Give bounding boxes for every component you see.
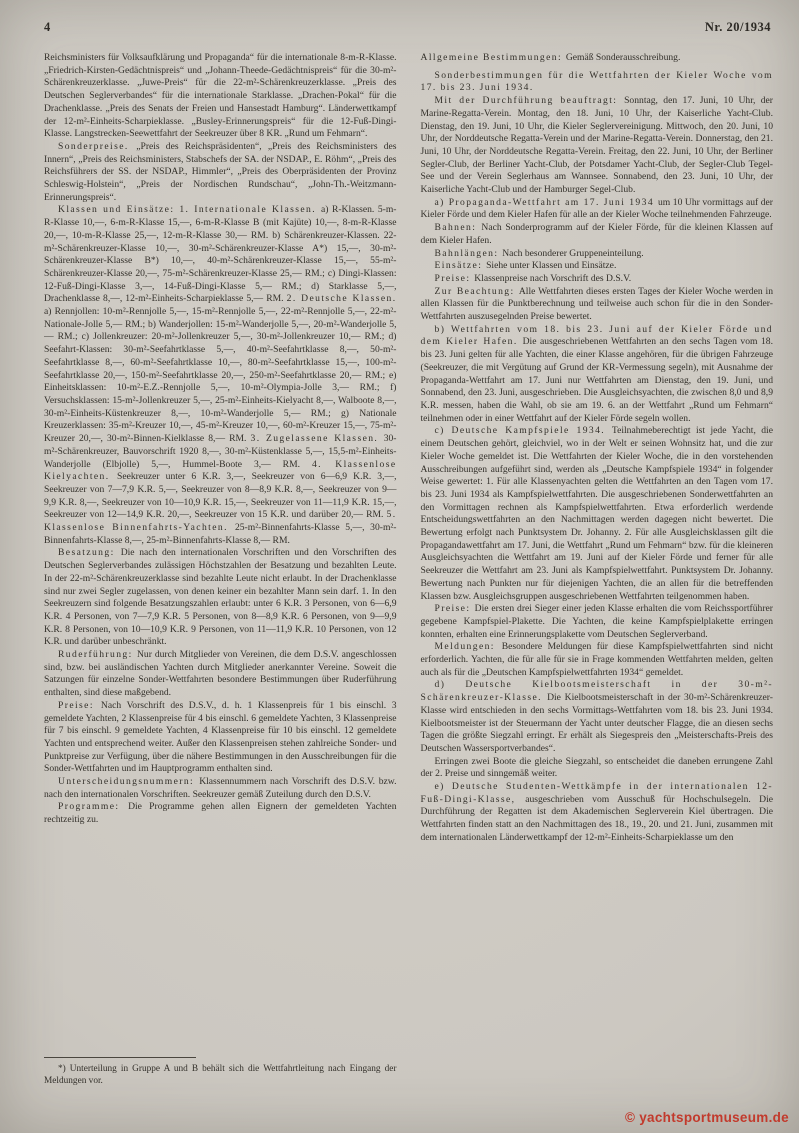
paragraph [421, 603, 774, 641]
paragraph [44, 776, 397, 801]
emphasized-text: b) Wettfahrten vom 18. bis 23. Juni auf der Kieler Förde und dem Kieler Hafen. [420, 323, 773, 348]
emphasized-text: Programme: [58, 801, 129, 813]
body-text: Alle Wettfahrten dieses ersten Tages der Kieler Woche werden in allen Klassen für die Punktberechnung und teilweise auch schon für die in den Sonder-Wettfahrten auszusegelnden Preise bewertet. [420, 285, 773, 323]
body-text: Die Programme gehen allen Eignern der gemeldeten Yachten rechtzeitig zu. [44, 801, 397, 826]
watermark-credit: © yachtsportmuseum.de [624, 1110, 789, 1125]
body-text: 25-m²-Binnenfahrts-Klasse 5,—, 30-m²-Binnenfahrts-Klasse 8,—, 25-m²-Binnenfahrts-Klasse 8,— RM. [44, 522, 397, 546]
body-text: Die ersten drei Sieger einer jeden Klasse erhalten die vom Reichssportführer gegebene Kampfspiel-Plakette. Die Yachten, die keine Kampfspielplakette erringen konnten, erhalten eine Erinnerungsplakette vom Deutschen Seglerverband. [420, 603, 773, 640]
body-text: Nach besonderer Gruppeneinteilung. [502, 247, 644, 259]
footnote [44, 1057, 397, 1087]
paragraph [44, 204, 397, 547]
paragraph [421, 197, 774, 222]
emphasized-text: c) Deutsche Kampfspiele 1934. [434, 425, 612, 437]
emphasized-text: Bahnlängen: [434, 247, 503, 259]
paragraph [44, 1063, 397, 1087]
paragraph [421, 286, 774, 324]
emphasized-text: Klassen und Einsätze: [58, 204, 180, 216]
paragraph [44, 649, 397, 700]
emphasized-text: Mit der Durchführung beauftragt: [434, 95, 625, 107]
paragraph [421, 273, 774, 286]
body-text: Siehe unter Klassen und Einsätze. [486, 260, 617, 272]
footnote-text [44, 1063, 397, 1087]
body-text: a) Rennjollen: 10-m²-Rennjolle 5,—, 15-m²-Rennjolle 5,—, 22-m²-Rennjolle 5,—, 22-m²-Nationale-Jolle 5,— RM.; b) Wanderjollen: 15-m²-Wanderjolle 5,—, 20-m²-Wanderjolle 5,— RM.; c) Jollenkreuzer: 20-m²-Jollenkreuzer 5,—, 30-m²-Jollenkreuzer 10,— RM.; d) Seefahrt-Klassen: 30-m²-Seefahrtklasse 5,—, 40-m²-Seefahrtklasse 8,—, 50-m²-Seefahrtklasse 8,—, 60-m²-Seefahrtklasse 10,—, 80-m²-Seefahrtklasse 15,—, 100-m²-Seefahrtklasse 20,—, 150-m²-Seefahrtklasse 20,—, 250-m²-Seefahrtklasse 20,— RM.; e) Einheitsklassen: 10-m²-E.Z.-Rennjolle 5,—, 10-m²-Olympia-Jolle 3,— RM.; f) Versuchsklassen: 15-m²-Jollenkreuzer 5,—, 25-m²-Einheits-Kielyacht 8,—, Walboote 8,—, 30-m²-Einheits-Küstenkreuzer 8,—, 10-m²-Wanderjolle 5,— RM.; g) Nationale Kreuzerklassen: 35-m²-Kreuzer 10,—, 45-m²-Kreuzer 10,—, 60-m²-Kreuzer 15,—, 75-m²-Kreuzer 20,—, 30-m²-Binnen-Kielklasse 8,— RM. [44, 306, 397, 445]
body-text: Die nach den internationalen Vorschriften und den Vorschriften des Deutschen Seglerverbandes zulässigen Höchstzahlen der Besatzung und bezahlten Leute. In der 22-m²-Schärenkreuzerklasse sind bezahlte Leute nicht erlaubt. In der Drachenklasse sind nur zwei Segler zugelassen, von denen keiner ein bezahlter Mann sein darf. 1. In den Seekreuzern sind folgende Besatzungszahlen erlaubt: unter 6 K.R. 3 Personen, von 6—6,9 K.R. 4 Personen, von 7—7,9 K.R. 5 Personen, von 8—8,9 K.R. 6 Personen, von 9—9,9 K.R. 8 Personen, von 10—10,9 K.R. 9 Personen, von 11—11,9 K.R. 10 Personen, von 12 K.R. und darüber unbeschränkt. [44, 547, 397, 648]
paragraph [421, 781, 774, 845]
body-text: Reichsministers für Volksaufklärung und Propaganda“ für die internationale 8-m-R-Klasse. „Friedrich-Kirsten-Gedächtnispreis“ und „Johann-Theede-Gedächtnispreis“ für die 30-m²-Schärenkreuzerklasse. „Juwe-Preis“ für die 22-m²-Schärenkreuzerklasse. „Preis des Deutschen Seglerverbandes“ für die internationale Starklasse. „Drachen-Pokal“ für die Drachenklasse. „Preis des Senats der Freien und Hansestadt Hamburg“. Länderwettkampf der 12-m²-Einheits-Scharpieklasse. „Busley-Erinnerungspreis“ für die 12-Fuß-Dingi-Klasse. Langstrecken-Seewettfahrt der Seekreuzer über 8 KR. „Rund um Fehmarn“. [44, 52, 397, 140]
body-text: „Preis des Reichspräsidenten“, „Preis des Reichsministers des Innern“, „Preis des Reichsministers, Stabschefs der SA. der NSDAP., E. Röhm“, „Preis des Reichsführers der SS. der NSDAP., Himmler“, „Preis des Oberpräsidenten der Provinz Schleswig-Holstein“, „Preis der Nordischen Rundschau“, „John-Th.-Weitzmann-Erinnerungspreis“. [44, 140, 397, 203]
issue-number: Nr. 20/1934 [704, 20, 771, 34]
body-text: Nur durch Mitglieder von Vereinen, die dem D.S.V. angeschlossen sind, bzw. bei ausländischen Yachten durch Mitglieder anerkannter Vereine. Soweit die Satzungen für einzelne Sonder-Wettfahrten besondere Bestimmungen über Ruderführung enthalten, sind diese maßgebend. [44, 649, 397, 699]
left-column [44, 52, 397, 1093]
body-text: Erringen zwei Boote die gleiche Siegzahl, so entscheidet die daneben errungene Zahl der 2. Preise und sinngemäß weiter. [420, 755, 773, 780]
emphasized-text: Einsätze: [434, 260, 487, 272]
body-text: Sonntag, den 17. Juni, 10 Uhr, der Marine-Regatta-Verein. Montag, den 18. Juni, 10 Uhr, der Kaiserliche Yacht-Club. Dienstag, den 19. Juni, 10 Uhr, die Kieler Seglervereinigung. Mittwoch, den 20. Juni, 10 Uhr, der Norddeutsche Regatta-Verein und der Marine-Regatta-Verein. Donnerstag, den 21. Juni, 10 Uhr, der Norddeutsche Regatta-Verein. Freitag, den 22. Juni, 10 Uhr, der Berliner Segler-Club, der Berliner Yacht-Club, der Potsdamer Yacht-Club, der Segler-Club Tegel-See und der Verein Seglerhaus am Wannsee. Sonnabend, den 23. Juni, 10 Uhr, der Kaiserliche Yacht-Club und der Hamburger Segel-Club. [420, 95, 773, 196]
paragraph [44, 141, 397, 205]
emphasized-text: 3. Zugelassene Klassen. [250, 433, 384, 445]
body-text: a) R-Klassen. 5-m-R-Klasse 10,—, 6-m-R-Klasse 15,—, 6-m-R-Klasse B (mit Kajüte) 10,—, 8-m-R-Klasse 20,—, 10-m-R-Klasse 25,—, 12-m-R-Klasse 30,— RM. b) Schärenkreuzer-Klassen. 22-m²-Schärenkreuzer-Klasse 10,—, 30-m²-Schärenkreuzer-Klasse A*) 15,—, 30-m²-Schärenkreuzer-Klasse B*) 10,—, 40-m²-Schärenkreuzer-Klasse 15,—, 55-m²-Schärenkreuzer-Klasse 20,—, 75-m²-Schärenkreuzer-Klasse 25,— RM.; c) Dingi-Klassen: 12-Fuß-Dingi-Klasse 3,—, 14-Fuß-Dingi-Klasse 5,— RM.; d) Starklasse 5,—, Drachenklasse 8,—, 12-m²-Einheits-Scharpieklasse 5,— RM. [44, 204, 397, 305]
body-text: Die Kielbootsmeisterschaft in der 30-m²-Schärenkreuzer-Klasse wird entschieden in den sechs Vormittags-Wettfahrten vom 18. bis 23. Juni 1934. Kielbootsmeister ist der Steuermann der Yacht unter deutscher Flagge, die an diesen sechs Tagen die größte Siegzahl erringt. Er erhält als Siegespreis den „Meisterschafts-Preis des Deutschen Wassersportverbandes“. [420, 692, 773, 754]
emphasized-text: Ruderführung: [58, 649, 137, 661]
paragraph [421, 70, 774, 95]
paragraph [421, 425, 774, 603]
emphasized-text: Sonderpreise. [58, 140, 137, 152]
paragraph [421, 756, 774, 781]
body-text: Gemäß Sonderausschreibung. [565, 52, 681, 63]
body-text: ausgeschrieben vom Ausschuß für Hochschulsegeln. Die Durchführung der Regatten ist dem Akademischen Seglerverein Kiel übertragen. Die Wettfahrten finden statt an den Nachmittagen des 18., 19., 20. und 21. Juni, zusammen mit dem internationalen Länderwettkampf der 12-m²-Einheits-Scharpieklasse um den [420, 793, 773, 843]
emphasized-text: a) Propaganda-Wettfahrt am 17. Juni 1934 [434, 196, 658, 208]
paragraph [44, 700, 397, 776]
emphasized-text: 5. Klassenlose Binnenfahrts-Yachten. [44, 509, 397, 534]
emphasized-text: Allgemeine Bestimmungen: [420, 52, 566, 63]
page-header [44, 20, 771, 35]
emphasized-text: Preise: [434, 603, 475, 615]
paragraph [44, 801, 397, 826]
emphasized-text: Besatzung: [58, 547, 121, 559]
body-text: Nach Vorschrift des D.S.V., d. h. 1 Klassenpreis für 1 bis einschl. 3 gemeldete Yachten, 2 Klassenpreise für 4 bis einschl. 6 gemeldete Yachten, 3 Klassenpreise für 7 bis einschl. 9 gemeldete Yachten, 4 Klassenpreise für 10 bis einschl. 12 gemeldete Yachten und entsprechend weiter. Außer den Klassenpreisen stehen zahlreiche Sonder- und Punktpreise zur Verfügung, über die nähere Bestimmungen in den Ausschreibungen für die Sonder-Wettfahrten und im Hauptprogramm enthalten sind. [44, 699, 397, 775]
paragraph [44, 547, 397, 649]
paragraph [421, 260, 774, 273]
emphasized-text: 2. Deutsche Klassen. [286, 293, 397, 305]
emphasized-text: Bahnen: [434, 222, 482, 234]
page-number: 4 [44, 20, 51, 34]
right-column [421, 52, 774, 1093]
emphasized-text: Sonderbestimmungen für die Wettfahrten der Kieler Woche vom 17. bis 23. Juni 1934. [420, 69, 773, 94]
body-text: *) Unterteilung in Gruppe A und B behält sich die Wettfahrtleitung nach Eingang der Meldungen vor. [44, 1063, 397, 1086]
paragraph [44, 52, 397, 141]
body-text: Besondere Meldungen für diese Kampfspielwettfahrten sind nicht erforderlich. Yachten, die für alle für sie in Frage kommenden Wettfahrten melden, gelten auch als für die „Deutschen Kampfspielwettfahrten 1934“ gemeldet. [420, 641, 773, 678]
body-text: Seekreuzer unter 6 K.R. 3,—, Seekreuzer von 6—6,9 K.R. 3,—, Seekreuzer von 7—7,9 K.R. 5,—, Seekreuzer von 8—8,9 K.R. 8,—, Seekreuzer von 9—9,9 K.R. 8,—, Seekreuzer von 10—10,9 K.R. 15,—, Seekreuzer von 11—11,9 K.R. 15,—, Seekreuzer von 12—14,9 K.R. 20,—, Seekreuzer von 15 K.R. und darüber 20,— RM. [44, 471, 397, 521]
paragraph [421, 52, 774, 65]
body-text: 30-m²-Schärenkreuzer, Bauvorschrift 1920 8,—, 30-m²-Küstenklasse 5,—, 15,5-m²-Einheits-Wanderjolle (Elbjolle) 5,—, Hummel-Boote 3,— RM. [44, 433, 397, 470]
paragraph [421, 641, 774, 679]
paragraph [421, 324, 774, 426]
paragraph [421, 95, 774, 197]
emphasized-text: Preise: [58, 699, 101, 711]
body-text: um 10 Uhr vormittags auf der Kieler Förde und dem Kieler Hafen für alle an der Kieler Woche teilnehmenden Fahrzeuge. [420, 196, 773, 221]
emphasized-text: d) Deutsche Kielbootsmeisterschaft in der 30-m²-Schärenkreuzer-Klasse. [420, 679, 773, 704]
emphasized-text: Zur Beachtung: [434, 285, 519, 297]
body-text: Klassenpreise nach Vorschrift des D.S.V. [474, 272, 632, 284]
paragraph [421, 248, 774, 261]
emphasized-text: Preise: [434, 272, 475, 284]
left-column-text [44, 52, 397, 827]
body-text: Die ausgeschriebenen Wettfahrten an den sechs Tagen vom 18. bis 23. Juni gelten für alle Yachten, die einer Klasse angehören, für die übrigen Fahrzeuge (Seekreuzer, die mit Vergütung auf Grund der KR-Vermessung segeln), mit Ausnahme der Propaganda-Wettfahrt am 17. Juni nur Wettfahrten am Dienstag, den 19. Juni, und Sonnabend, den 23. Juni, ausgeschrieben. Die Ausgleichsyachten, die zwischen 8,0 und 8,9 K.R. messen, haben die Wahl, ob sie am 19. 6. an der Wettfahrt „Rund um Fehmarn“ teilnehmen oder in einer Wettfahrt auf der Kieler Förde segeln wollen. [420, 336, 773, 424]
body-text: Teilnahmeberechtigt ist jede Yacht, die einem Deutschen gehört, gleichviel, wo in der Welt er seinen Wohnsitz hat, und die zur Kieler Woche gemeldet ist. Die Wettfahrten der Kieler Woche, die in den vorstehenden Ausschreibungen aufgeführt sind, werden als „Deutsche Kampfspiele 1934“ in folgender Weise gewertet: 1. Für alle Klassenyachten gelten die Wettfahrten an den Tagen vom 17. bis 23. Juni 1934 als Kampfspielwettfahrten. Die ausgeschriebenen Sonderwettfahrten an den Vormittagen rechnen als Kampfspielwettfahrten. Etwa erforderlich werdende Entscheidungswettfahrten an den Nachmittagen werden dagegen nicht bewertet. Die Bewertung erfolgt nach Punktsystem Dr. Johanny. 2. Für alle Ausgleichsklassen gilt die Propagandawettfahrt am 17. Juni, die Wettfahrt „Rund um Fehmarn“ bzw. für die kleineren Ausgleichsyachten die Wettfahrt am 19. Juni auf der Kieler Förde und ferner für alle Seekreuzer die Wettfahrt am 23. Juni als Kampfspielwettfahrt. Punktsystem Dr. Johanny. Bewertung nach Punkten nur für diejenigen Yachten, die an allen für die betreffenden Klassen bzw. Ausgleichsgruppen ausgeschriebenen Wettfahrten teilgenommen haben. [420, 425, 773, 602]
emphasized-text: 4. Klassenlose Kielyachten. [44, 458, 397, 483]
paragraph [421, 679, 774, 755]
footnote-divider [44, 1057, 196, 1058]
emphasized-text: e) Deutsche Studenten-Wettkämpfe in der internationalen 12-Fuß-Dingi-Klasse, [420, 781, 773, 805]
emphasized-text: Meldungen: [434, 641, 502, 653]
emphasized-text: Unterscheidungsnummern: [58, 776, 200, 788]
body-text: Nach Sonderprogramm auf der Kieler Förde, für die kleinen Klassen auf dem Kieler Hafen. [420, 222, 773, 246]
emphasized-text: 1. Internationale Klassen. [179, 204, 321, 216]
body-text: Klassennummern nach Vorschrift des D.S.V. bzw. nach den internationalen Vorschriften. Seekreuzer gemäß Zuteilung durch den D.S.V. [44, 776, 397, 800]
text-columns [44, 52, 773, 1093]
paragraph [421, 222, 774, 247]
